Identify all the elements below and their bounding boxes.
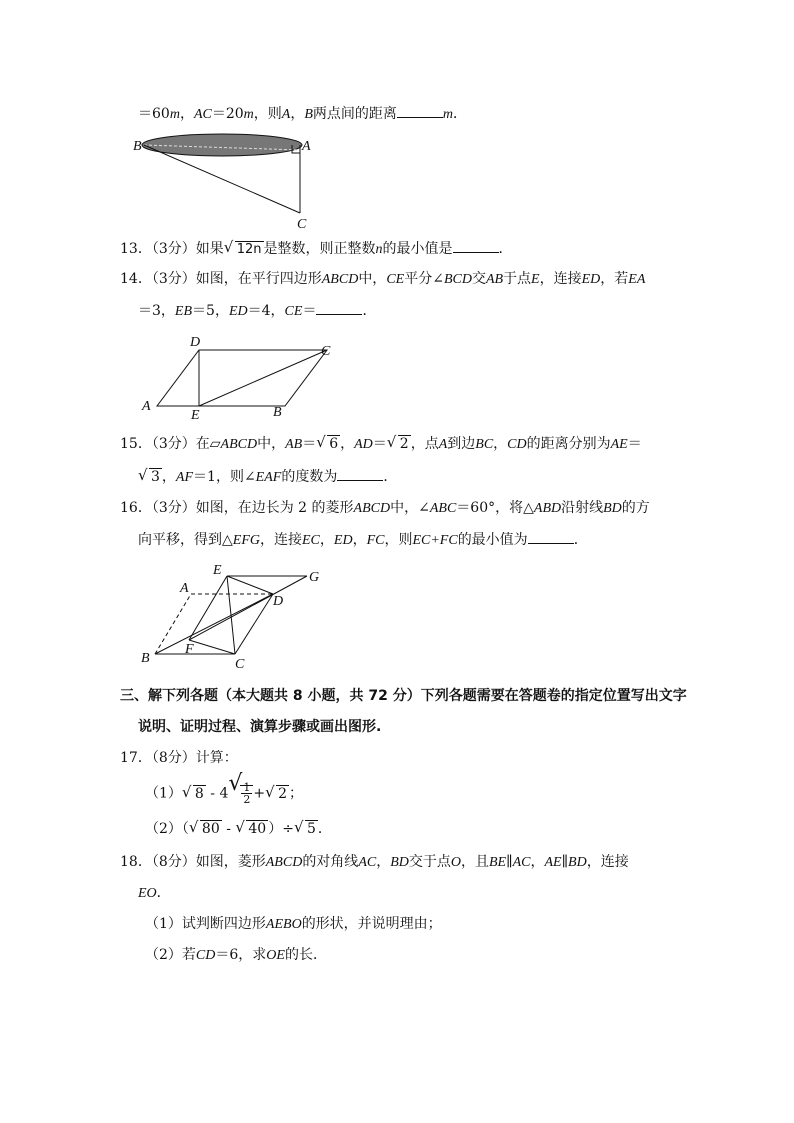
q18-var: ABCD — [265, 855, 303, 870]
fig14-label-b: B — [273, 405, 282, 420]
q12-var: A — [281, 107, 291, 122]
q18-seg: ， — [530, 854, 545, 870]
q15-var: A — [438, 437, 448, 452]
q15-var: EAF — [255, 470, 282, 485]
q15-var: ABCD — [220, 437, 258, 452]
sqrt-expr — [138, 467, 162, 487]
q18-seg: 交于点 — [408, 854, 451, 870]
q14-seg: ＝5， — [192, 303, 229, 319]
question-number: 14． — [120, 271, 152, 287]
figure-14 — [135, 330, 350, 422]
q16-var: ABD — [533, 501, 562, 516]
q12-var: m — [169, 107, 180, 122]
q13-var: n — [375, 242, 383, 257]
q15-seg: 中， — [257, 436, 286, 452]
q14-var: ED — [581, 272, 601, 287]
q12-var: AC — [193, 107, 212, 122]
fig16-bd — [155, 594, 273, 654]
q18-var: BD — [390, 855, 409, 870]
q14-var: AB — [485, 272, 504, 287]
q14-var: BCD — [443, 272, 472, 287]
q16-seg: ＝60°，将△ — [456, 500, 534, 516]
sqrt-expr — [224, 239, 264, 260]
q15-seg: ， — [161, 469, 176, 485]
q16-seg: 向平移，得到△ — [138, 532, 233, 548]
radicand: 6 — [329, 436, 339, 452]
radicand: 5 — [306, 821, 316, 837]
fig16-label-c: C — [235, 657, 245, 672]
q15-seg: ， — [493, 436, 508, 452]
q18-var: BE∥AC — [489, 855, 531, 870]
q13-text — [120, 238, 513, 260]
q14-var: ABCD — [321, 272, 359, 287]
q14-var: CE — [284, 304, 303, 319]
sqrt-expr — [294, 819, 318, 839]
q18-var: EO — [138, 886, 157, 901]
q16-var: ED — [333, 533, 353, 548]
fig14-label-c: C — [321, 344, 331, 359]
q15-var: CD — [507, 437, 527, 452]
q16-var: EC — [302, 533, 320, 548]
q17-seg: ）÷ — [268, 821, 294, 837]
fig14-label-a: A — [142, 399, 151, 414]
question-number: 15． — [120, 436, 152, 452]
q18-sub2 — [145, 945, 327, 966]
sqrt-expr — [182, 784, 206, 804]
q15-seg: （3分）在▱ — [151, 436, 221, 452]
q18-line1 — [120, 852, 629, 873]
fraction — [241, 782, 252, 805]
fig14-label-e: E — [191, 408, 200, 422]
radical-sign: √ — [138, 466, 148, 484]
q18-sub1 — [145, 914, 442, 935]
q18-var: AEBO — [265, 917, 302, 932]
q18-seg: （8分）如图，菱形 — [151, 854, 266, 870]
q18-seg: 的长． — [284, 947, 327, 963]
sqrt-expr — [387, 434, 411, 454]
q17-seg: ． — [317, 821, 332, 837]
q18-var: OE — [266, 948, 285, 963]
q16-seg: ， — [352, 532, 367, 548]
q16-var: BD — [603, 501, 622, 516]
q15-line2 — [138, 466, 397, 488]
q14-line1 — [120, 269, 645, 290]
radicand: 3 — [151, 469, 160, 485]
q17-seg: （8分）计算： — [151, 750, 238, 766]
q16-seg: 沿射线 — [561, 500, 604, 516]
q16-seg: ， — [319, 532, 334, 548]
sqrt-frac-expr — [228, 771, 253, 806]
q16-var: ABCD — [353, 501, 391, 516]
q18-seg: 的对角线 — [302, 854, 359, 870]
q12-seg: ＝60 — [138, 106, 170, 122]
q12-seg: ， — [290, 106, 305, 122]
radical-sign: √ — [228, 771, 243, 796]
q16-seg: ，连接 — [260, 532, 302, 548]
q13-seg: 是整数，则正整数 — [263, 241, 376, 257]
q18-seg: ， — [376, 854, 391, 870]
q18-line2 — [138, 883, 171, 904]
section-3-heading: 三、解下列各题（本大题共 8 小题，共 72 分）下列各题需要在答题卷的指定位置写出文字 — [120, 688, 687, 704]
radical-sign: √ — [223, 238, 234, 256]
q14-seg: ＝3， — [138, 303, 175, 319]
fig16-fc — [189, 640, 235, 654]
q15-line1 — [120, 434, 642, 455]
q16-seg: 的方 — [621, 500, 650, 516]
fig16-label-b: B — [141, 651, 150, 666]
q16-seg: （3分）如图，在边长为 2 的菱形 — [151, 500, 354, 516]
fig12-label-a: A — [302, 139, 311, 154]
sqrt-expr — [316, 434, 340, 454]
q17-part2 — [145, 819, 332, 839]
q12-var: m — [442, 107, 454, 122]
q14-seg: ＝4， — [247, 303, 285, 319]
fig16-label-g: G — [309, 570, 320, 585]
q16-line2 — [138, 529, 588, 551]
radicand: 80 — [201, 821, 220, 837]
q12-seg: 两点间的距离 — [312, 106, 397, 122]
q14-var: EA — [628, 272, 646, 287]
fig16-ef — [189, 576, 227, 640]
fig12-label-b: B — [133, 139, 142, 154]
q15-seg: ． — [383, 469, 398, 485]
radicand: 12n — [236, 242, 262, 257]
figure-12 — [130, 128, 330, 233]
q17-part1 — [145, 771, 304, 806]
answer-blank[interactable] — [453, 238, 499, 253]
q13-seg: 的最小值是 — [382, 241, 453, 257]
fig14-label-d: D — [190, 335, 201, 350]
fraction-numerator: 1 — [243, 781, 251, 794]
q16-seg: 的最小值为 — [457, 532, 528, 548]
fig16-fg — [189, 576, 307, 640]
q14-seg: 于点 — [503, 271, 532, 287]
q12-var: m — [243, 107, 254, 122]
q14-var: E — [531, 272, 540, 287]
radicand: 40 — [248, 821, 267, 837]
q15-seg: 的距离分别为 — [526, 436, 611, 452]
q14-seg: 平分∠ — [404, 271, 444, 287]
question-number: 13． — [120, 241, 152, 257]
fig16-cd — [235, 594, 273, 654]
radical-sign: √ — [181, 782, 192, 801]
question-number: 17． — [120, 750, 152, 766]
q12-seg: ． — [453, 106, 468, 122]
q16-line1 — [120, 498, 650, 519]
q12-seg: ， — [179, 106, 194, 122]
q18-var: O — [450, 855, 461, 870]
q15-seg: ＝ — [627, 436, 642, 452]
fig16-ed — [227, 576, 273, 594]
radical-sign: √ — [265, 782, 275, 801]
q14-var: CE — [386, 272, 405, 287]
q15-var: BC — [475, 437, 494, 452]
q14-seg: ，若 — [600, 271, 629, 287]
radical-sign: √ — [386, 433, 397, 451]
radical-sign: √ — [235, 818, 245, 836]
q17-text — [120, 748, 238, 768]
q14-seg: ＝ — [302, 303, 317, 319]
q15-seg: ＝1，则∠ — [193, 469, 256, 485]
q17-seg: ； — [289, 785, 304, 802]
q18-var: AE∥BD — [544, 855, 587, 870]
fig14-ec — [199, 350, 327, 406]
fraction-denominator: 2 — [243, 793, 251, 806]
radicand: 2 — [278, 785, 288, 802]
question-number: 16． — [120, 500, 152, 516]
q18-seg: （2）若 — [145, 947, 196, 963]
q15-var: AE — [610, 437, 628, 452]
fig12-ellipse — [142, 134, 302, 156]
q12-text — [138, 103, 467, 125]
q17-seg: - — [221, 821, 236, 837]
fig12-label-c: C — [297, 217, 307, 232]
q18-var: AC — [358, 855, 377, 870]
q12-seg: ，则 — [253, 106, 282, 122]
q18-seg: ． — [156, 885, 171, 901]
question-number: 18． — [120, 854, 152, 870]
q16-seg: ，则 — [384, 532, 413, 548]
q17-seg: （2）（ — [145, 821, 189, 837]
q14-seg: ． — [362, 303, 377, 319]
q16-seg: 中，∠ — [390, 500, 430, 516]
q12-var: B — [304, 107, 313, 122]
q18-seg: （1）试判断四边形 — [145, 916, 266, 932]
q14-seg: 中， — [358, 271, 387, 287]
fig16-label-a: A — [180, 581, 189, 596]
fig14-parallelogram — [157, 350, 327, 406]
q17-seg: + — [253, 785, 266, 802]
q14-seg: （3分）如图，在平行四边形 — [151, 271, 322, 287]
q18-var: CD — [195, 948, 216, 963]
fig16-label-d: D — [273, 594, 284, 609]
q16-var: FC — [366, 533, 385, 548]
q14-seg: ，连接 — [539, 271, 582, 287]
q16-var: EFG — [232, 533, 260, 548]
q18-seg: ，且 — [461, 854, 489, 870]
answer-blank[interactable] — [337, 466, 383, 481]
q16-var: EC+FC — [412, 533, 458, 548]
q15-seg: ，点 — [410, 436, 439, 452]
q15-seg: ＝ — [372, 436, 387, 452]
q18-seg: ＝6，求 — [215, 947, 267, 963]
radical-sign: √ — [316, 433, 326, 451]
q15-seg: 的度数为 — [281, 469, 338, 485]
fig16-label-f: F — [185, 642, 194, 657]
radical-sign: √ — [188, 818, 199, 836]
q13-seg: ． — [498, 241, 513, 257]
q15-var: AB — [285, 437, 303, 452]
answer-blank[interactable] — [528, 529, 574, 544]
q17-seg: （1） — [145, 785, 182, 802]
q18-seg: 的形状，并说明理由； — [301, 916, 442, 932]
q15-seg: 到边 — [447, 436, 476, 452]
q16-seg: ． — [573, 532, 588, 548]
q16-var: ABC — [429, 501, 457, 516]
q15-seg: ＝ — [302, 436, 317, 452]
answer-blank[interactable] — [397, 103, 443, 118]
section-3-heading-cont: 说明、证明过程、演算步骤或画出图形. — [138, 719, 382, 735]
figure-16 — [135, 560, 335, 675]
sqrt-expr — [189, 819, 222, 839]
radicand: 2 — [399, 436, 409, 452]
q14-seg: 交 — [471, 271, 486, 287]
q14-line2 — [138, 300, 376, 322]
q13-seg: （3分）如果 — [151, 241, 224, 257]
fig16-ec — [227, 576, 235, 654]
q12-seg: ＝20 — [211, 106, 244, 122]
q15-var: AD — [354, 437, 373, 452]
q14-var: EB — [174, 304, 193, 319]
fig16-label-e: E — [213, 563, 222, 578]
q15-seg: ， — [340, 436, 355, 452]
radical-sign: √ — [293, 818, 304, 836]
answer-blank[interactable] — [316, 300, 362, 315]
q15-var: AF — [175, 470, 194, 485]
sqrt-expr — [265, 784, 289, 804]
q14-var: ED — [228, 304, 248, 319]
sqrt-expr — [235, 819, 268, 839]
radicand: 8 — [194, 785, 204, 802]
q18-seg: ，连接 — [586, 854, 629, 870]
q17-seg: - 4 — [205, 785, 229, 802]
